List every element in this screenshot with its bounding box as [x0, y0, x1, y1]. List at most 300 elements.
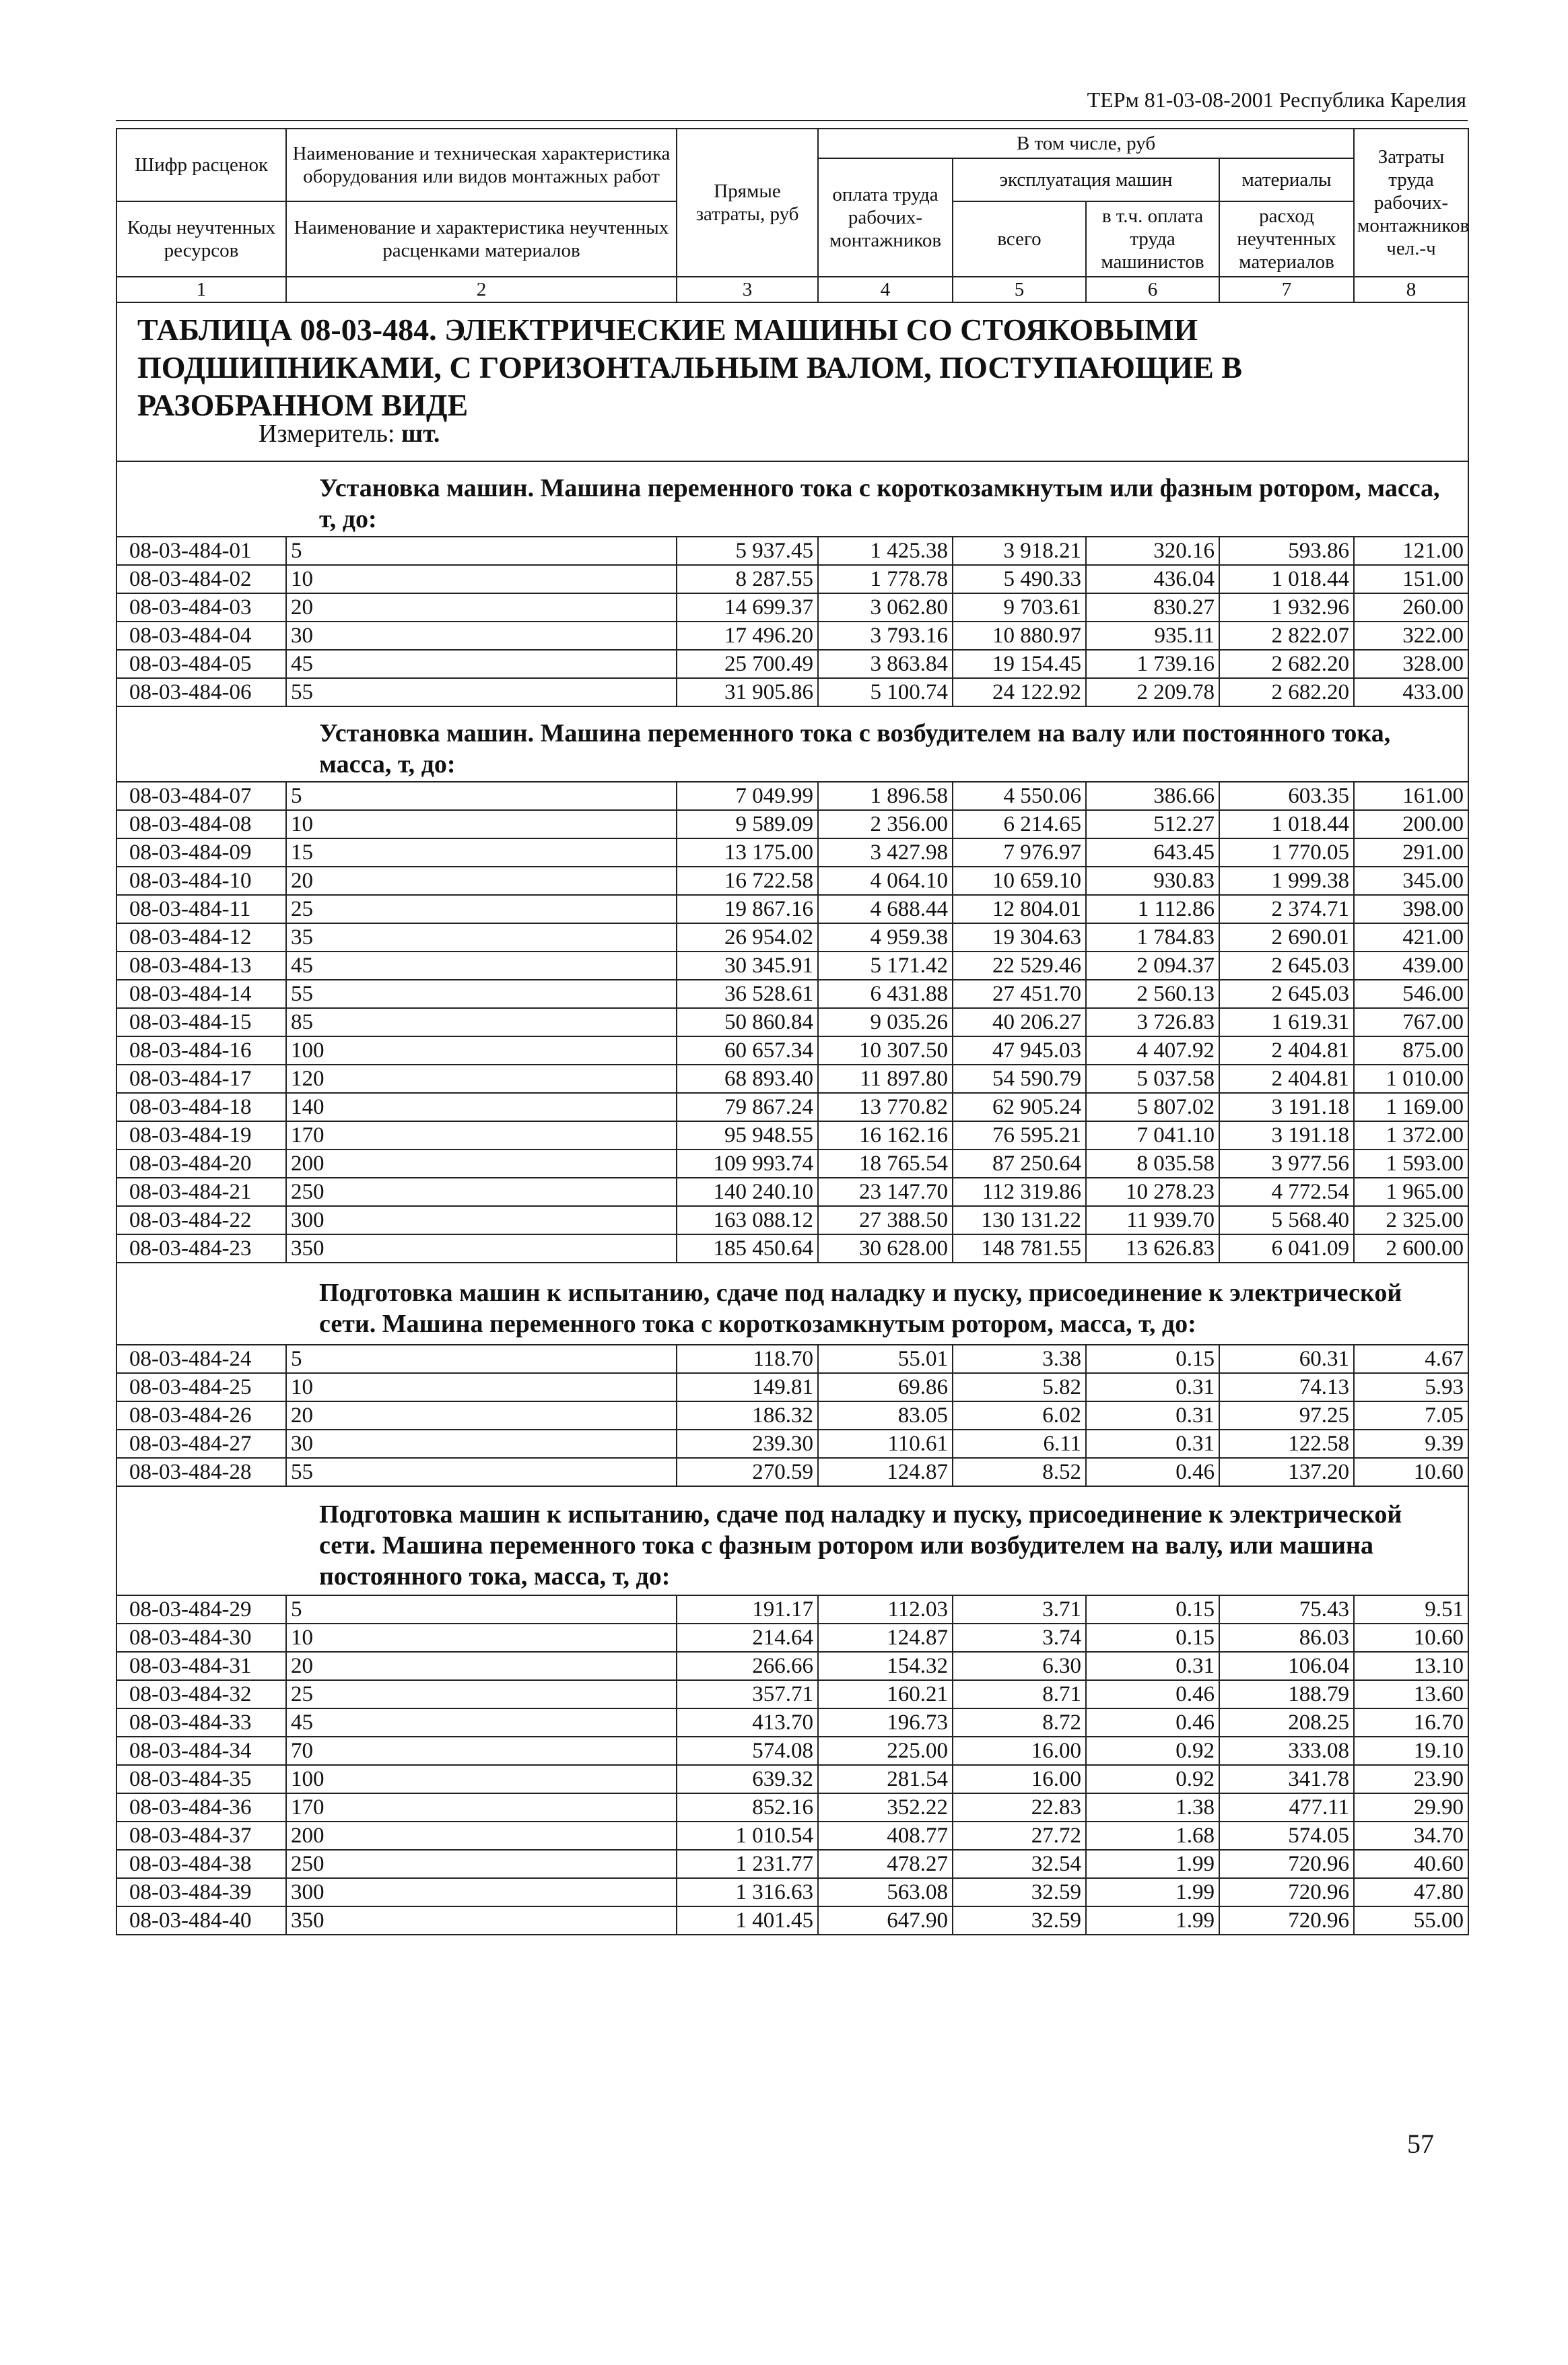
rates-table-frame — [116, 128, 1468, 1935]
mass-value: 5 — [286, 537, 677, 565]
machinist-labor-cost: 2 560.13 — [1086, 980, 1219, 1008]
table-row — [116, 1234, 1468, 1263]
labor-hours: 1 372.00 — [1354, 1121, 1468, 1150]
column-number: 2 — [286, 277, 677, 302]
table-row — [116, 1765, 1468, 1793]
column-direct: Прямые затраты, руб — [677, 129, 818, 277]
materials-cost: 60.31 — [1219, 1345, 1354, 1373]
section-title-cell — [116, 1486, 1468, 1595]
machines-cost: 8.71 — [953, 1680, 1086, 1708]
labor-cost: 3 062.80 — [818, 593, 953, 622]
materials-cost: 137.20 — [1219, 1458, 1354, 1486]
labor-hours: 13.10 — [1354, 1652, 1468, 1680]
labor-cost: 160.21 — [818, 1680, 953, 1708]
machinist-labor-cost: 320.16 — [1086, 537, 1219, 565]
machinist-labor-cost: 1 739.16 — [1086, 650, 1219, 678]
labor-hours: 1 965.00 — [1354, 1178, 1468, 1206]
column-number: 4 — [818, 277, 953, 302]
mass-value: 20 — [286, 1401, 677, 1430]
direct-cost: 191.17 — [677, 1595, 818, 1624]
machines-cost: 19 304.63 — [953, 923, 1086, 952]
direct-cost: 50 860.84 — [677, 1008, 818, 1036]
labor-cost: 1 896.58 — [818, 782, 953, 810]
section-title: Установка машин. Машина переменного тока с короткозамкнутым или фазным ротором, масса, т, до: — [319, 474, 1440, 533]
machines-cost: 3.38 — [953, 1345, 1086, 1373]
materials-cost: 720.96 — [1219, 1906, 1354, 1935]
machines-cost: 32.59 — [953, 1878, 1086, 1906]
section-title-cell — [116, 461, 1468, 537]
rate-code: 08-03-484-27 — [116, 1430, 286, 1458]
rate-code: 08-03-484-22 — [116, 1206, 286, 1234]
direct-cost: 68 893.40 — [677, 1065, 818, 1093]
rate-code: 08-03-484-18 — [116, 1093, 286, 1121]
machinist-labor-cost: 4 407.92 — [1086, 1036, 1219, 1065]
direct-cost: 16 722.58 — [677, 867, 818, 895]
table-row — [116, 1793, 1468, 1822]
direct-cost: 8 287.55 — [677, 565, 818, 593]
column-hours: Затраты труда рабочих-монтажников чел.-ч — [1354, 129, 1468, 277]
labor-cost: 4 959.38 — [818, 923, 953, 952]
labor-hours: 2 325.00 — [1354, 1206, 1468, 1234]
direct-cost: 5 937.45 — [677, 537, 818, 565]
labor-hours: 200.00 — [1354, 810, 1468, 838]
machines-cost: 22.83 — [953, 1793, 1086, 1822]
direct-cost: 26 954.02 — [677, 923, 818, 952]
machinist-labor-cost: 0.31 — [1086, 1652, 1219, 1680]
column-number: 7 — [1219, 277, 1354, 302]
machinist-labor-cost: 643.45 — [1086, 838, 1219, 867]
labor-hours: 4.67 — [1354, 1345, 1468, 1373]
machines-cost: 76 595.21 — [953, 1121, 1086, 1150]
machinist-labor-cost: 0.46 — [1086, 1708, 1219, 1737]
table-row — [116, 1595, 1468, 1624]
machines-cost: 19 154.45 — [953, 650, 1086, 678]
mass-value: 20 — [286, 1652, 677, 1680]
mass-value: 170 — [286, 1793, 677, 1822]
machinist-labor-cost: 7 041.10 — [1086, 1121, 1219, 1150]
rate-code: 08-03-484-12 — [116, 923, 286, 952]
table-row — [116, 1737, 1468, 1765]
mass-value: 85 — [286, 1008, 677, 1036]
machines-cost: 32.59 — [953, 1906, 1086, 1935]
labor-cost: 3 863.84 — [818, 650, 953, 678]
machinist-labor-cost: 0.15 — [1086, 1595, 1219, 1624]
table-row — [116, 1008, 1468, 1036]
machines-cost: 27 451.70 — [953, 980, 1086, 1008]
rate-code: 08-03-484-03 — [116, 593, 286, 622]
labor-cost: 563.08 — [818, 1878, 953, 1906]
mass-value: 25 — [286, 895, 677, 923]
column-materials: материалы — [1219, 158, 1354, 201]
mass-value: 35 — [286, 923, 677, 952]
table-row — [116, 1206, 1468, 1234]
labor-hours: 151.00 — [1354, 565, 1468, 593]
table-row — [116, 1401, 1468, 1430]
rate-code: 08-03-484-32 — [116, 1680, 286, 1708]
labor-hours: 9.51 — [1354, 1595, 1468, 1624]
materials-cost: 1 932.96 — [1219, 593, 1354, 622]
rate-code: 08-03-484-39 — [116, 1878, 286, 1906]
section-title: Подготовка машин к испытанию, сдаче под наладку и пуску, присоединение к электрической сети. Машина переменного тока с фазным ротором или возбудителем на валу, или машина постоянного тока, масса, т, до: — [319, 1500, 1402, 1591]
machines-cost: 27.72 — [953, 1822, 1086, 1850]
table-row — [116, 1373, 1468, 1401]
rate-code: 08-03-484-20 — [116, 1150, 286, 1178]
labor-cost: 196.73 — [818, 1708, 953, 1737]
machinist-labor-cost: 13 626.83 — [1086, 1234, 1219, 1263]
labor-hours: 10.60 — [1354, 1624, 1468, 1652]
mass-value: 70 — [286, 1737, 677, 1765]
rate-code: 08-03-484-29 — [116, 1595, 286, 1624]
labor-cost: 1 425.38 — [818, 537, 953, 565]
machinist-labor-cost: 5 037.58 — [1086, 1065, 1219, 1093]
machines-cost: 62 905.24 — [953, 1093, 1086, 1121]
rate-code: 08-03-484-04 — [116, 622, 286, 650]
materials-cost: 2 822.07 — [1219, 622, 1354, 650]
rate-code: 08-03-484-11 — [116, 895, 286, 923]
page-number: 57 — [1407, 2129, 1434, 2159]
table-row — [116, 1850, 1468, 1878]
materials-cost: 1 018.44 — [1219, 565, 1354, 593]
machinist-labor-cost: 1.99 — [1086, 1850, 1219, 1878]
materials-cost: 86.03 — [1219, 1624, 1354, 1652]
section-title: Подготовка машин к испытанию, сдаче под наладку и пуску, присоединение к электрической сети. Машина переменного тока с короткозамкнутым ротором, масса, т, до: — [319, 1279, 1402, 1338]
direct-cost: 149.81 — [677, 1373, 818, 1401]
table-row — [116, 838, 1468, 867]
labor-cost: 647.90 — [818, 1906, 953, 1935]
machinist-labor-cost: 512.27 — [1086, 810, 1219, 838]
labor-cost: 13 770.82 — [818, 1093, 953, 1121]
mass-value: 55 — [286, 980, 677, 1008]
machinist-labor-cost: 436.04 — [1086, 565, 1219, 593]
labor-cost: 2 356.00 — [818, 810, 953, 838]
column-labor: оплата труда рабочих-монтажников — [818, 158, 953, 277]
materials-cost: 2 404.81 — [1219, 1036, 1354, 1065]
rate-code: 08-03-484-10 — [116, 867, 286, 895]
rate-code: 08-03-484-30 — [116, 1624, 286, 1652]
labor-hours: 121.00 — [1354, 537, 1468, 565]
labor-cost: 154.32 — [818, 1652, 953, 1680]
table-row — [116, 1906, 1468, 1935]
machinist-labor-cost: 1.38 — [1086, 1793, 1219, 1822]
direct-cost: 109 993.74 — [677, 1150, 818, 1178]
machinist-labor-cost: 1.99 — [1086, 1906, 1219, 1935]
rate-code: 08-03-484-28 — [116, 1458, 286, 1486]
table-row — [116, 782, 1468, 810]
direct-cost: 270.59 — [677, 1458, 818, 1486]
materials-cost: 3 191.18 — [1219, 1093, 1354, 1121]
materials-cost: 6 041.09 — [1219, 1234, 1354, 1263]
materials-cost: 574.05 — [1219, 1822, 1354, 1850]
direct-cost: 239.30 — [677, 1430, 818, 1458]
labor-cost: 110.61 — [818, 1430, 953, 1458]
mass-value: 100 — [286, 1765, 677, 1793]
column-header — [116, 128, 1469, 303]
labor-hours: 47.80 — [1354, 1878, 1468, 1906]
direct-cost: 30 345.91 — [677, 952, 818, 980]
labor-hours: 40.60 — [1354, 1850, 1468, 1878]
column-number: 6 — [1086, 277, 1219, 302]
materials-cost: 1 770.05 — [1219, 838, 1354, 867]
table-row — [116, 1708, 1468, 1737]
mass-value: 30 — [286, 622, 677, 650]
labor-cost: 6 431.88 — [818, 980, 953, 1008]
mass-value: 10 — [286, 810, 677, 838]
labor-hours: 9.39 — [1354, 1430, 1468, 1458]
mass-value: 350 — [286, 1906, 677, 1935]
materials-cost: 603.35 — [1219, 782, 1354, 810]
machinist-labor-cost: 935.11 — [1086, 622, 1219, 650]
labor-hours: 260.00 — [1354, 593, 1468, 622]
table-row — [116, 565, 1468, 593]
direct-cost: 186.32 — [677, 1401, 818, 1430]
materials-cost: 341.78 — [1219, 1765, 1354, 1793]
machinist-labor-cost: 8 035.58 — [1086, 1150, 1219, 1178]
materials-cost: 2 690.01 — [1219, 923, 1354, 952]
machinist-labor-cost: 830.27 — [1086, 593, 1219, 622]
labor-cost: 69.86 — [818, 1373, 953, 1401]
mass-value: 10 — [286, 1373, 677, 1401]
labor-hours: 34.70 — [1354, 1822, 1468, 1850]
materials-cost: 5 568.40 — [1219, 1206, 1354, 1234]
labor-cost: 3 793.16 — [818, 622, 953, 650]
direct-cost: 574.08 — [677, 1737, 818, 1765]
machinist-labor-cost: 0.92 — [1086, 1765, 1219, 1793]
direct-cost: 60 657.34 — [677, 1036, 818, 1065]
machines-cost: 10 659.10 — [953, 867, 1086, 895]
document-id: ТЕРм 81-03-08-2001 Республика Карелия — [1087, 88, 1466, 112]
labor-cost: 478.27 — [818, 1850, 953, 1878]
column-machines: эксплуатация машин — [953, 158, 1219, 201]
labor-cost: 352.22 — [818, 1793, 953, 1822]
machinist-labor-cost: 0.31 — [1086, 1373, 1219, 1401]
table-row — [116, 593, 1468, 622]
machinist-labor-cost: 11 939.70 — [1086, 1206, 1219, 1234]
labor-hours: 13.60 — [1354, 1680, 1468, 1708]
direct-cost: 185 450.64 — [677, 1234, 818, 1263]
labor-hours: 433.00 — [1354, 678, 1468, 706]
direct-cost: 31 905.86 — [677, 678, 818, 706]
machines-cost: 6.11 — [953, 1430, 1086, 1458]
rate-code: 08-03-484-08 — [116, 810, 286, 838]
column-name-alt: Наименование и характеристика неучтенных расценками материалов — [286, 201, 677, 277]
mass-value: 140 — [286, 1093, 677, 1121]
machines-cost: 3.74 — [953, 1624, 1086, 1652]
rate-code: 08-03-484-31 — [116, 1652, 286, 1680]
mass-value: 300 — [286, 1878, 677, 1906]
mass-value: 200 — [286, 1150, 677, 1178]
column-number: 3 — [677, 277, 818, 302]
machines-cost: 12 804.01 — [953, 895, 1086, 923]
machines-cost: 47 945.03 — [953, 1036, 1086, 1065]
table-title-block — [116, 303, 1468, 461]
machines-cost: 24 122.92 — [953, 678, 1086, 706]
mass-value: 250 — [286, 1850, 677, 1878]
materials-cost: 2 682.20 — [1219, 650, 1354, 678]
direct-cost: 9 589.09 — [677, 810, 818, 838]
labor-cost: 281.54 — [818, 1765, 953, 1793]
table-row — [116, 1150, 1468, 1178]
materials-cost: 2 645.03 — [1219, 952, 1354, 980]
mass-value: 55 — [286, 1458, 677, 1486]
materials-cost: 4 772.54 — [1219, 1178, 1354, 1206]
machinist-labor-cost: 5 807.02 — [1086, 1093, 1219, 1121]
materials-cost: 3 191.18 — [1219, 1121, 1354, 1150]
section-header — [116, 1486, 1468, 1595]
machines-cost: 5 490.33 — [953, 565, 1086, 593]
rate-code: 08-03-484-40 — [116, 1906, 286, 1935]
mass-value: 45 — [286, 1708, 677, 1737]
direct-cost: 13 175.00 — [677, 838, 818, 867]
direct-cost: 214.64 — [677, 1624, 818, 1652]
rate-code: 08-03-484-07 — [116, 782, 286, 810]
materials-cost: 720.96 — [1219, 1850, 1354, 1878]
machines-cost: 3.71 — [953, 1595, 1086, 1624]
rate-code: 08-03-484-01 — [116, 537, 286, 565]
mass-value: 45 — [286, 952, 677, 980]
machines-cost: 7 976.97 — [953, 838, 1086, 867]
column-number: 5 — [953, 277, 1086, 302]
rate-code: 08-03-484-09 — [116, 838, 286, 867]
mass-value: 5 — [286, 782, 677, 810]
direct-cost: 140 240.10 — [677, 1178, 818, 1206]
labor-hours: 1 593.00 — [1354, 1150, 1468, 1178]
direct-cost: 19 867.16 — [677, 895, 818, 923]
materials-cost: 106.04 — [1219, 1652, 1354, 1680]
page-header — [116, 79, 1468, 121]
table-row — [116, 1624, 1468, 1652]
labor-cost: 124.87 — [818, 1624, 953, 1652]
machinist-labor-cost: 386.66 — [1086, 782, 1219, 810]
section-title-cell — [116, 1263, 1468, 1345]
rate-code: 08-03-484-17 — [116, 1065, 286, 1093]
labor-hours: 2 600.00 — [1354, 1234, 1468, 1263]
direct-cost: 1 401.45 — [677, 1906, 818, 1935]
table-row — [116, 1093, 1468, 1121]
labor-hours: 546.00 — [1354, 980, 1468, 1008]
machines-cost: 6.30 — [953, 1652, 1086, 1680]
labor-hours: 1 169.00 — [1354, 1093, 1468, 1121]
labor-hours: 1 010.00 — [1354, 1065, 1468, 1093]
section-header — [116, 706, 1468, 782]
labor-hours: 55.00 — [1354, 1906, 1468, 1935]
direct-cost: 357.71 — [677, 1680, 818, 1708]
machinist-labor-cost: 1 784.83 — [1086, 923, 1219, 952]
machinist-labor-cost: 930.83 — [1086, 867, 1219, 895]
table-row — [116, 923, 1468, 952]
labor-hours: 421.00 — [1354, 923, 1468, 952]
labor-cost: 27 388.50 — [818, 1206, 953, 1234]
direct-cost: 413.70 — [677, 1708, 818, 1737]
rate-code: 08-03-484-38 — [116, 1850, 286, 1878]
materials-cost: 1 018.44 — [1219, 810, 1354, 838]
labor-hours: 23.90 — [1354, 1765, 1468, 1793]
machines-cost: 9 703.61 — [953, 593, 1086, 622]
machinist-labor-cost: 10 278.23 — [1086, 1178, 1219, 1206]
table-row — [116, 895, 1468, 923]
table-row — [116, 1036, 1468, 1065]
table-row — [116, 1822, 1468, 1850]
labor-hours: 345.00 — [1354, 867, 1468, 895]
labor-hours: 398.00 — [1354, 895, 1468, 923]
mass-value: 5 — [286, 1595, 677, 1624]
rate-code: 08-03-484-26 — [116, 1401, 286, 1430]
materials-cost: 2 682.20 — [1219, 678, 1354, 706]
rate-code: 08-03-484-05 — [116, 650, 286, 678]
rate-code: 08-03-484-19 — [116, 1121, 286, 1150]
materials-cost: 593.86 — [1219, 537, 1354, 565]
mass-value: 10 — [286, 565, 677, 593]
materials-cost: 333.08 — [1219, 1737, 1354, 1765]
materials-cost: 2 645.03 — [1219, 980, 1354, 1008]
labor-cost: 11 897.80 — [818, 1065, 953, 1093]
direct-cost: 79 867.24 — [677, 1093, 818, 1121]
table-row — [116, 980, 1468, 1008]
rate-code: 08-03-484-36 — [116, 1793, 286, 1822]
column-machines-total: всего — [953, 201, 1086, 277]
mass-value: 30 — [286, 1430, 677, 1458]
machines-cost: 16.00 — [953, 1765, 1086, 1793]
rate-code: 08-03-484-06 — [116, 678, 286, 706]
rate-code: 08-03-484-33 — [116, 1708, 286, 1737]
machines-cost: 148 781.55 — [953, 1234, 1086, 1263]
rate-code: 08-03-484-14 — [116, 980, 286, 1008]
machines-cost: 16.00 — [953, 1737, 1086, 1765]
table-row — [116, 1121, 1468, 1150]
table-row — [116, 1680, 1468, 1708]
direct-cost: 1 010.54 — [677, 1822, 818, 1850]
mass-value: 200 — [286, 1822, 677, 1850]
machines-cost: 4 550.06 — [953, 782, 1086, 810]
direct-cost: 1 231.77 — [677, 1850, 818, 1878]
direct-cost: 95 948.55 — [677, 1121, 818, 1150]
machines-cost: 40 206.27 — [953, 1008, 1086, 1036]
labor-hours: 291.00 — [1354, 838, 1468, 867]
labor-hours: 328.00 — [1354, 650, 1468, 678]
mass-value: 20 — [286, 867, 677, 895]
direct-cost: 118.70 — [677, 1345, 818, 1373]
mass-value: 120 — [286, 1065, 677, 1093]
rate-code: 08-03-484-24 — [116, 1345, 286, 1373]
rate-code: 08-03-484-02 — [116, 565, 286, 593]
labor-cost: 408.77 — [818, 1822, 953, 1850]
materials-cost: 2 374.71 — [1219, 895, 1354, 923]
column-code-alt: Коды неучтенных ресурсов — [116, 201, 286, 277]
labor-cost: 1 778.78 — [818, 565, 953, 593]
labor-cost: 4 688.44 — [818, 895, 953, 923]
mass-value: 55 — [286, 678, 677, 706]
labor-cost: 16 162.16 — [818, 1121, 953, 1150]
machinist-labor-cost: 0.92 — [1086, 1737, 1219, 1765]
direct-cost: 25 700.49 — [677, 650, 818, 678]
direct-cost: 1 316.63 — [677, 1878, 818, 1906]
table-row — [116, 1878, 1468, 1906]
table-row — [116, 1430, 1468, 1458]
machinist-labor-cost: 0.15 — [1086, 1624, 1219, 1652]
mass-value: 300 — [286, 1206, 677, 1234]
table-row — [116, 537, 1468, 565]
rate-code: 08-03-484-34 — [116, 1737, 286, 1765]
labor-cost: 3 427.98 — [818, 838, 953, 867]
direct-cost: 7 049.99 — [677, 782, 818, 810]
table-row — [116, 867, 1468, 895]
table-row — [116, 810, 1468, 838]
labor-cost: 5 100.74 — [818, 678, 953, 706]
rate-code: 08-03-484-37 — [116, 1822, 286, 1850]
table-row — [116, 1345, 1468, 1373]
table-row — [116, 650, 1468, 678]
rates-table-body — [116, 303, 1469, 1935]
table-row — [116, 1458, 1468, 1486]
